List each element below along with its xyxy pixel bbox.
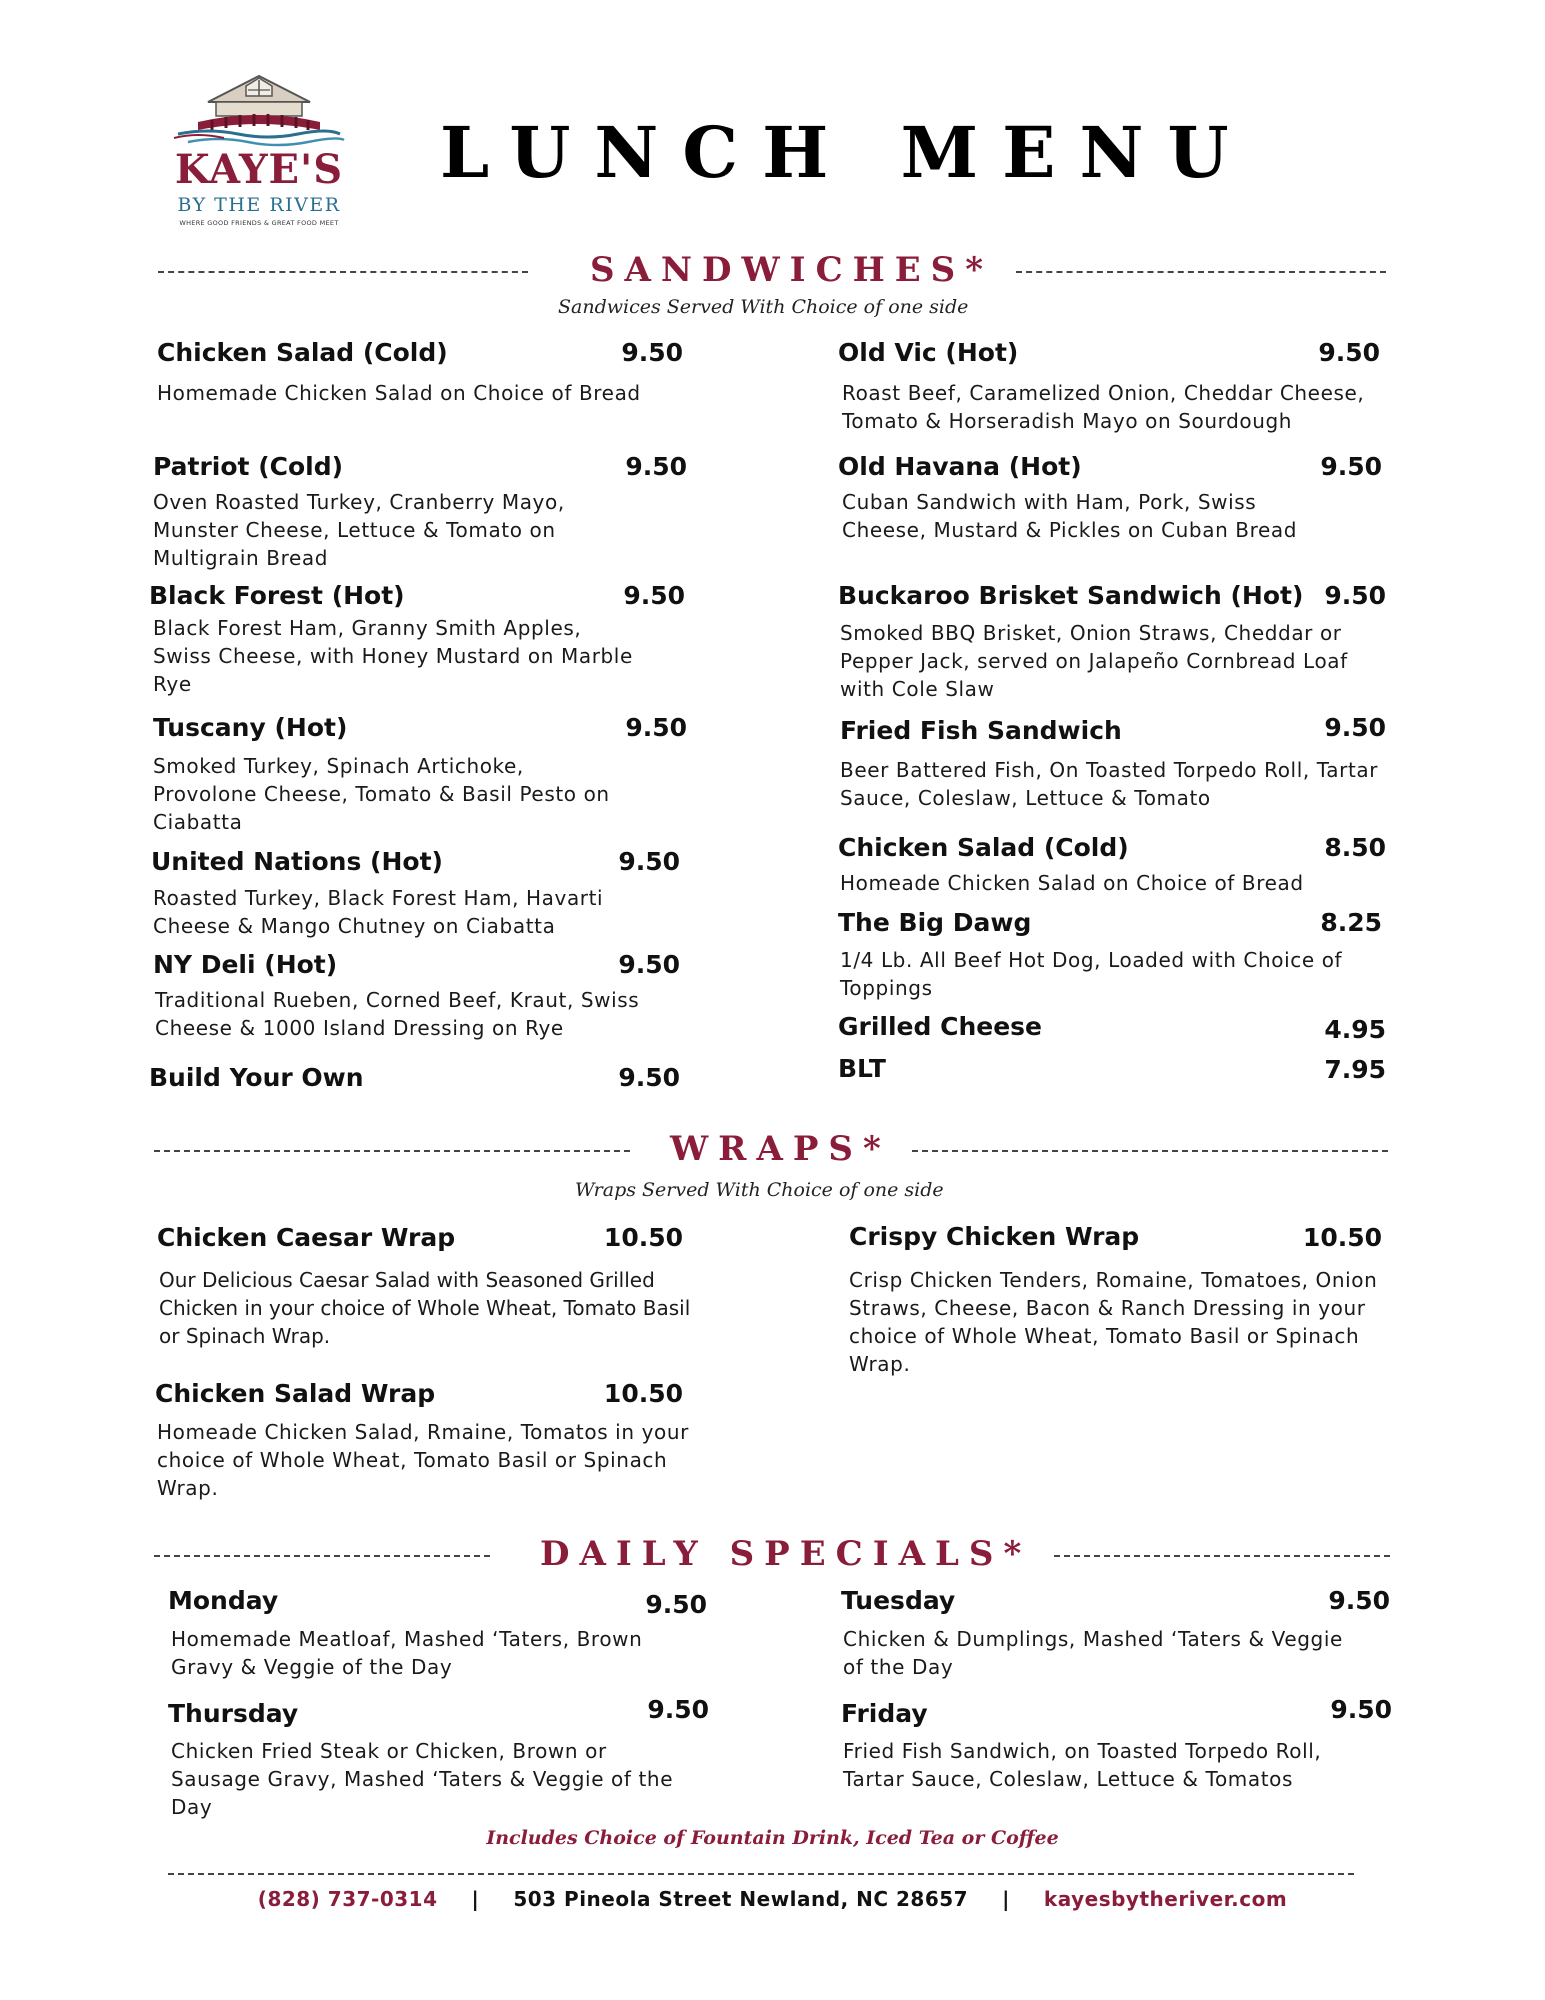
menu-item-name: Thursday <box>168 1699 299 1728</box>
menu-item-description: Chicken Fried Steak or Chicken, Brown or Sausage Gravy, Mashed ‘Taters & Veggie of the Day <box>171 1739 674 1819</box>
menu-item-description: 1/4 Lb. All Beef Hot Dog, Loaded with Choice of Toppings <box>840 948 1343 1000</box>
menu-item-price: 9.50 <box>1328 1586 1390 1615</box>
menu-item-price: 9.50 <box>618 950 680 979</box>
menu-item-price: 8.25 <box>1320 908 1382 937</box>
logo-subtitle: BY THE RIVER <box>177 194 341 216</box>
footer-separator: | <box>1002 1887 1010 1911</box>
menu-item-description: Oven Roasted Turkey, Cranberry Mayo, Munster Cheese, Lettuce & Tomato on Multigrain Bread <box>153 490 565 570</box>
menu-item-price: 9.50 <box>625 452 687 481</box>
menu-item-name: Old Vic (Hot) <box>838 338 1019 367</box>
footer-address: 503 Pineola Street Newland, NC 28657 <box>513 1887 969 1911</box>
menu-item-price: 10.50 <box>603 1379 683 1408</box>
menu-item-name: BLT <box>838 1054 886 1083</box>
kayes-logo <box>168 72 350 234</box>
menu-item-description: Fried Fish Sandwich, on Toasted Torpedo Roll, Tartar Sauce, Coleslaw, Lettuce & Tomatos <box>843 1739 1322 1791</box>
menu-item-description: Cuban Sandwich with Ham, Pork, Swiss Cheese, Mustard & Pickles on Cuban Bread <box>842 490 1298 542</box>
menu-item-name: Chicken Salad (Cold) <box>157 338 448 367</box>
divider-left <box>158 271 528 273</box>
logo-tagline: WHERE GOOD FRIENDS & GREAT FOOD MEET <box>179 219 339 227</box>
menu-item-price: 9.50 <box>1318 338 1380 367</box>
divider-left <box>154 1555 490 1557</box>
restaurant-building-icon <box>168 72 350 152</box>
divider-left <box>154 1150 630 1152</box>
menu-item-price: 9.50 <box>623 581 685 610</box>
menu-item-description: Homemade Chicken Salad on Choice of Bread <box>157 381 641 405</box>
menu-item-description: Beer Battered Fish, On Toasted Torpedo Roll, Tartar Sauce, Coleslaw, Lettuce & Tomato <box>840 758 1379 810</box>
menu-item-name: The Big Dawg <box>838 908 1032 937</box>
divider-right <box>1016 271 1386 273</box>
menu-item-price: 9.50 <box>1320 452 1382 481</box>
page-title: LUNCH MENU <box>440 111 1253 194</box>
menu-item-description: Traditional Rueben, Corned Beef, Kraut, Swiss Cheese & 1000 Island Dressing on Rye <box>155 988 640 1040</box>
wraps-note: Wraps Served With Choice of one side <box>575 1179 944 1201</box>
footer-phone[interactable]: (828) 737-0314 <box>257 1887 438 1911</box>
menu-item-description: Smoked Turkey, Spinach Artichoke, Provolone Cheese, Tomato & Basil Pesto on Ciabatta <box>153 754 610 834</box>
menu-item-name: Black Forest (Hot) <box>149 581 405 610</box>
menu-item-description: Smoked BBQ Brisket, Onion Straws, Cheddar or Pepper Jack, served on Jalapeño Cornbread Loaf with Cole Slaw <box>840 621 1348 701</box>
menu-item-name: Chicken Salad Wrap <box>155 1379 436 1408</box>
menu-item-price: 9.50 <box>621 338 683 367</box>
footer-divider <box>168 1873 1354 1875</box>
menu-item-price: 9.50 <box>618 1063 680 1092</box>
menu-item-description: Crisp Chicken Tenders, Romaine, Tomatoes, Onion Straws, Cheese, Bacon & Ranch Dressing in your choice of Whole Wheat, Tomato Basil or Spinach Wrap. <box>849 1268 1378 1376</box>
menu-item-price: 9.50 <box>645 1590 707 1619</box>
menu-item-name: NY Deli (Hot) <box>153 950 338 979</box>
menu-item-name: Tuesday <box>841 1586 956 1615</box>
menu-item-price: 9.50 <box>625 713 687 742</box>
menu-item-description: Roast Beef, Caramelized Onion, Cheddar Cheese, Tomato & Horseradish Mayo on Sourdough <box>842 381 1365 433</box>
menu-item-description: Black Forest Ham, Granny Smith Apples, Swiss Cheese, with Honey Mustard on Marble Rye <box>153 616 633 696</box>
logo-brand-name: KAYE'S <box>174 146 344 193</box>
menu-item-price: 8.50 <box>1324 833 1386 862</box>
menu-item-name: Crispy Chicken Wrap <box>849 1222 1140 1251</box>
menu-item-name: Old Havana (Hot) <box>838 452 1082 481</box>
menu-item-name: Patriot (Cold) <box>153 452 344 481</box>
menu-item-price: 9.50 <box>647 1695 709 1724</box>
specials-includes-note: Includes Choice of Fountain Drink, Iced Tea or Coffee <box>486 1827 1059 1849</box>
menu-item-description: Homemade Meatloaf, Mashed ‘Taters, Brown Gravy & Veggie of the Day <box>171 1627 643 1679</box>
divider-right <box>1054 1555 1390 1557</box>
divider-right <box>912 1150 1388 1152</box>
daily-specials-heading: DAILY SPECIALS* <box>540 1534 1032 1574</box>
menu-item-name: Tuscany (Hot) <box>153 713 348 742</box>
wraps-heading: WRAPS* <box>670 1129 891 1169</box>
menu-item-name: United Nations (Hot) <box>151 847 443 876</box>
menu-item-name: Build Your Own <box>149 1063 364 1092</box>
menu-item-price: 9.50 <box>1330 1695 1392 1724</box>
menu-item-price: 9.50 <box>618 847 680 876</box>
menu-item-description: Homeade Chicken Salad on Choice of Bread <box>840 871 1304 895</box>
menu-item-name: Friday <box>841 1699 928 1728</box>
menu-item-price: 10.50 <box>603 1223 683 1252</box>
menu-item-name: Fried Fish Sandwich <box>840 716 1122 745</box>
sandwiches-heading: SANDWICHES* <box>590 250 994 290</box>
menu-item-name: Monday <box>168 1586 279 1615</box>
footer-separator: | <box>471 1887 480 1911</box>
menu-item-description: Chicken & Dumplings, Mashed ‘Taters & Veggie of the Day <box>843 1627 1343 1679</box>
menu-item-description: Homeade Chicken Salad, Rmaine, Tomatos in your choice of Whole Wheat, Tomato Basil or Spinach Wrap. <box>157 1420 689 1500</box>
menu-item-price: 9.50 <box>1324 713 1386 742</box>
menu-item-price: 4.95 <box>1324 1015 1386 1044</box>
menu-item-price: 10.50 <box>1302 1223 1382 1252</box>
footer <box>0 1886 1545 1912</box>
menu-item-name: Grilled Cheese <box>838 1012 1043 1041</box>
sandwiches-note: Sandwices Served With Choice of one side <box>558 296 969 318</box>
menu-item-description: Roasted Turkey, Black Forest Ham, Havarti Cheese & Mango Chutney on Ciabatta <box>153 886 604 938</box>
footer-website-link[interactable]: kayesbytheriver.com <box>1043 1887 1288 1911</box>
menu-item-description: Our Delicious Caesar Salad with Seasoned Grilled Chicken in your choice of Whole Wheat, Tomato Basil or Spinach Wrap. <box>159 1268 691 1348</box>
menu-item-price: 9.50 <box>1324 581 1386 610</box>
menu-item-name: Buckaroo Brisket Sandwich (Hot) <box>838 581 1304 610</box>
menu-item-price: 7.95 <box>1324 1055 1386 1084</box>
menu-item-name: Chicken Salad (Cold) <box>838 833 1129 862</box>
menu-item-name: Chicken Caesar Wrap <box>157 1223 456 1252</box>
